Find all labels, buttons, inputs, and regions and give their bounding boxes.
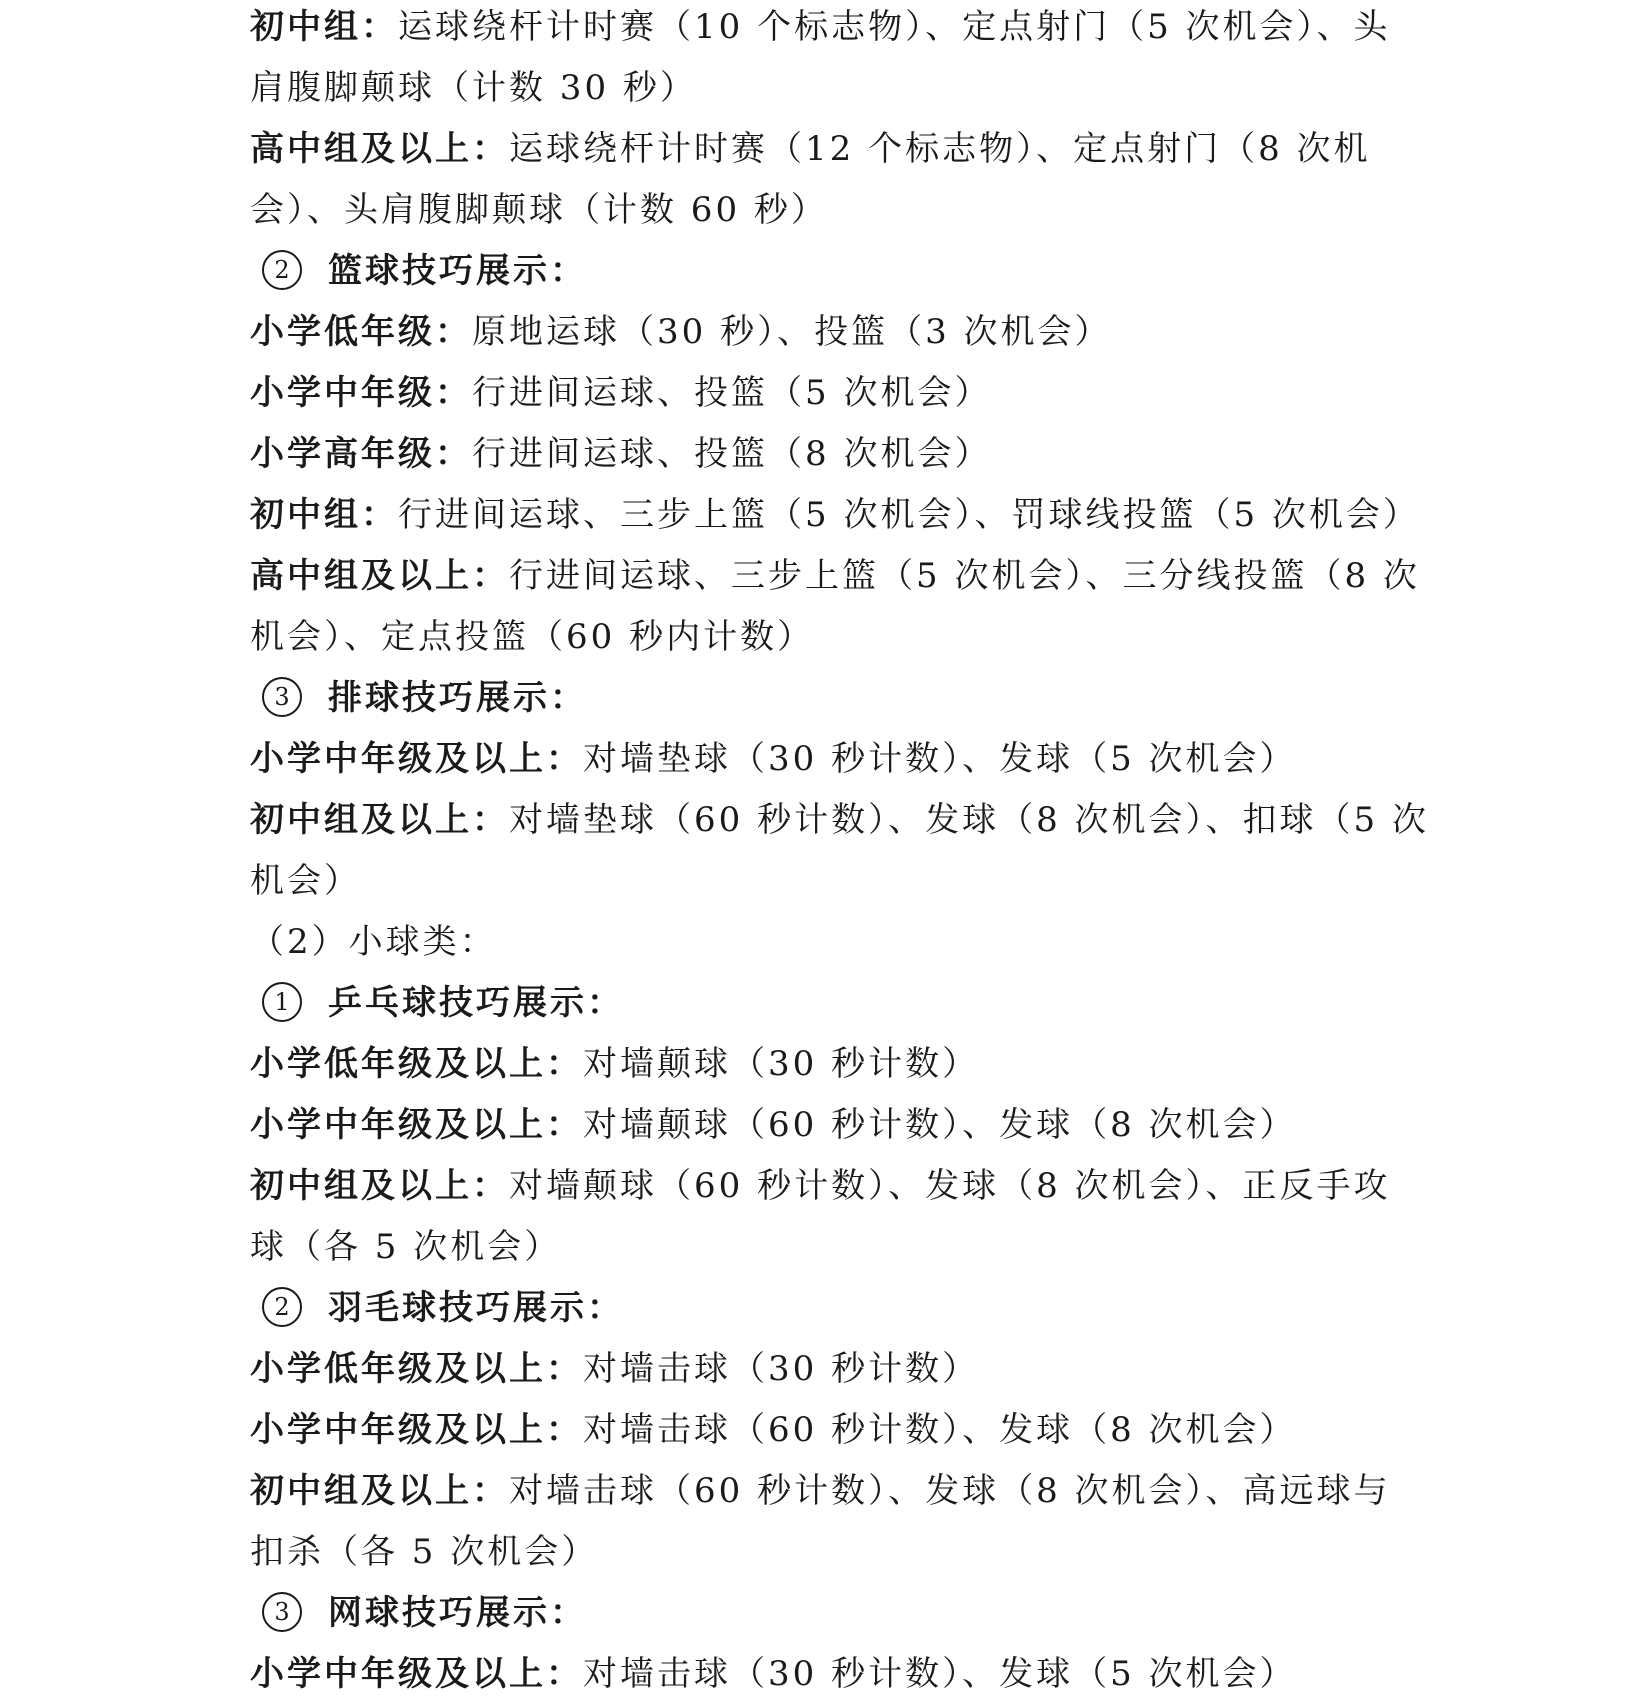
text-line: [250, 302, 1450, 363]
text-line: [250, 58, 1450, 119]
line-label: 初中组及以上：: [250, 800, 509, 840]
text-line: [250, 729, 1450, 790]
text-line: [250, 607, 1450, 668]
subsection-heading: [250, 668, 1450, 729]
line-label: 小学中年级及以上：: [250, 1410, 583, 1450]
line-text: 肩腹脚颠球（计数 30 秒）: [250, 68, 697, 108]
text-line: [250, 851, 1450, 912]
subsection-title: 排球技巧展示：: [328, 678, 587, 718]
line-text: 对墙颠球（60 秒计数）、发球（8 次机会）、正反手攻: [509, 1166, 1391, 1206]
text-line: [250, 180, 1450, 241]
subsection-heading: [250, 241, 1450, 302]
subsection-heading: [250, 1583, 1450, 1644]
text-line: [250, 1644, 1450, 1705]
circled-number-icon: 2: [262, 250, 302, 290]
subsection-heading: [250, 1278, 1450, 1339]
line-text: 会）、头肩腹脚颠球（计数 60 秒）: [250, 190, 828, 230]
line-text: 行进间运球、三步上篮（5 次机会）、罚球线投篮（5 次机会）: [398, 495, 1420, 535]
text-line: [250, 1461, 1450, 1522]
line-text: 机会）、定点投篮（60 秒内计数）: [250, 617, 815, 657]
line-text: 运球绕杆计时赛（12 个标志物）、定点射门（8 次机: [509, 129, 1371, 169]
section-title: （2）小球类：: [250, 922, 497, 962]
section-heading: [250, 912, 1450, 973]
line-text: 行进间运球、三步上篮（5 次机会）、三分线投篮（8 次: [509, 556, 1420, 596]
line-label: 初中组：: [250, 7, 398, 47]
line-text: 对墙击球（60 秒计数）、发球（8 次机会）、高远球与: [509, 1471, 1391, 1511]
text-line: [250, 119, 1450, 180]
circled-number-icon: 2: [262, 1287, 302, 1327]
line-label: 初中组：: [250, 495, 398, 535]
line-text: 对墙垫球（30 秒计数）、发球（5 次机会）: [583, 739, 1297, 779]
text-line: [250, 1400, 1450, 1461]
line-text: 球（各 5 次机会）: [250, 1227, 562, 1267]
subsection-title: 乒乓球技巧展示：: [328, 983, 624, 1023]
subsection-heading: [250, 973, 1450, 1034]
line-label: 小学中年级及以上：: [250, 739, 583, 779]
line-text: 扣杀（各 5 次机会）: [250, 1532, 599, 1572]
line-label: 小学低年级及以上：: [250, 1044, 583, 1084]
subsection-title: 羽毛球技巧展示：: [328, 1288, 624, 1328]
line-text: 运球绕杆计时赛（10 个标志物）、定点射门（5 次机会）、头: [398, 7, 1391, 47]
text-line: [250, 790, 1450, 851]
line-text: 对墙击球（30 秒计数）、发球（5 次机会）: [583, 1654, 1297, 1694]
text-line: [250, 1034, 1450, 1095]
line-text: 对墙垫球（60 秒计数）、发球（8 次机会）、扣球（5 次: [509, 800, 1429, 840]
circled-number-icon: 3: [262, 1592, 302, 1632]
line-text: 对墙颠球（60 秒计数）、发球（8 次机会）: [583, 1105, 1297, 1145]
line-label: 高中组及以上：: [250, 556, 509, 596]
text-line: [250, 546, 1450, 607]
text-line: [250, 363, 1450, 424]
document-page: [250, 0, 1450, 1705]
circled-number-icon: 1: [262, 982, 302, 1022]
line-label: 小学低年级及以上：: [250, 1349, 583, 1389]
line-label: 小学中年级及以上：: [250, 1105, 583, 1145]
line-text: 原地运球（30 秒）、投篮（3 次机会）: [472, 312, 1112, 352]
line-label: 小学中年级及以上：: [250, 1654, 583, 1694]
text-line: [250, 1339, 1450, 1400]
line-text: 行进间运球、投篮（5 次机会）: [472, 373, 992, 413]
line-text: 机会）: [250, 861, 361, 901]
text-line: [250, 1522, 1450, 1583]
text-line: [250, 1217, 1450, 1278]
line-text: 对墙颠球（30 秒计数）: [583, 1044, 980, 1084]
line-label: 小学中年级：: [250, 373, 472, 413]
line-label: 小学低年级：: [250, 312, 472, 352]
text-line: [250, 1095, 1450, 1156]
line-label: 初中组及以上：: [250, 1166, 509, 1206]
text-line: [250, 1156, 1450, 1217]
subsection-title: 网球技巧展示：: [328, 1593, 587, 1633]
line-text: 对墙击球（30 秒计数）: [583, 1349, 980, 1389]
line-label: 小学高年级：: [250, 434, 472, 474]
line-label: 高中组及以上：: [250, 129, 509, 169]
text-line: [250, 424, 1450, 485]
line-text: 对墙击球（60 秒计数）、发球（8 次机会）: [583, 1410, 1297, 1450]
line-text: 行进间运球、投篮（8 次机会）: [472, 434, 992, 474]
subsection-title: 篮球技巧展示：: [328, 251, 587, 291]
text-line: [250, 485, 1450, 546]
circled-number-icon: 3: [262, 677, 302, 717]
line-label: 初中组及以上：: [250, 1471, 509, 1511]
text-line: [250, 0, 1450, 58]
